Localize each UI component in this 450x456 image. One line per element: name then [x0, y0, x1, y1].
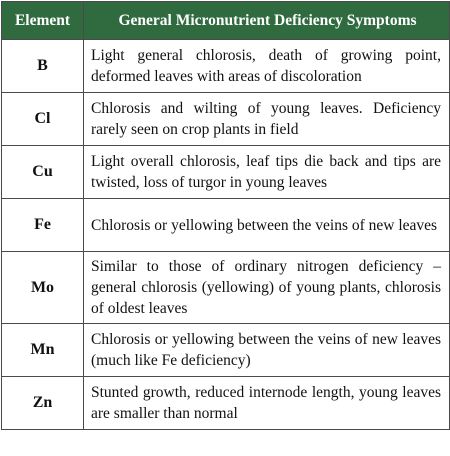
table-row [2, 377, 450, 430]
table-row [2, 252, 450, 324]
micronutrient-deficiency-table [1, 1, 450, 430]
table-row [2, 199, 450, 252]
table-row [2, 146, 450, 199]
symptoms-cell: Chlorosis and wilting of young leaves. Deficiency rarely seen on crop plants in field [84, 93, 450, 146]
table-header [2, 2, 450, 40]
element-cell: Fe [2, 199, 84, 252]
symptoms-cell: Chlorosis or yellowing between the veins of new leaves [84, 199, 450, 252]
table-row [2, 93, 450, 146]
symptoms-cell: Chlorosis or yellowing between the veins of new leaves (much like Fe deficiency) [84, 324, 450, 377]
header-symptoms: General Micronutrient Deficiency Symptoms [84, 2, 450, 40]
header-element: Element [2, 2, 84, 40]
header-row [2, 2, 450, 40]
symptoms-cell: Light overall chlorosis, leaf tips die back and tips are twisted, loss of turgor in young leaves [84, 146, 450, 199]
element-cell: Mo [2, 252, 84, 324]
element-cell: B [2, 40, 84, 93]
symptoms-cell: Stunted growth, reduced internode length, young leaves are smaller than normal [84, 377, 450, 430]
symptoms-cell: Light general chlorosis, death of growing point, deformed leaves with areas of discoloration [84, 40, 450, 93]
element-cell: Cu [2, 146, 84, 199]
element-cell: Mn [2, 324, 84, 377]
table-row [2, 324, 450, 377]
symptoms-cell: Similar to those of ordinary nitrogen deficiency – general chlorosis (yellowing) of young plants, chlorosis of oldest leaves [84, 252, 450, 324]
element-cell: Zn [2, 377, 84, 430]
micronutrient-table-container [1, 1, 449, 454]
element-cell: Cl [2, 93, 84, 146]
table-row [2, 40, 450, 93]
table-body [2, 40, 450, 430]
